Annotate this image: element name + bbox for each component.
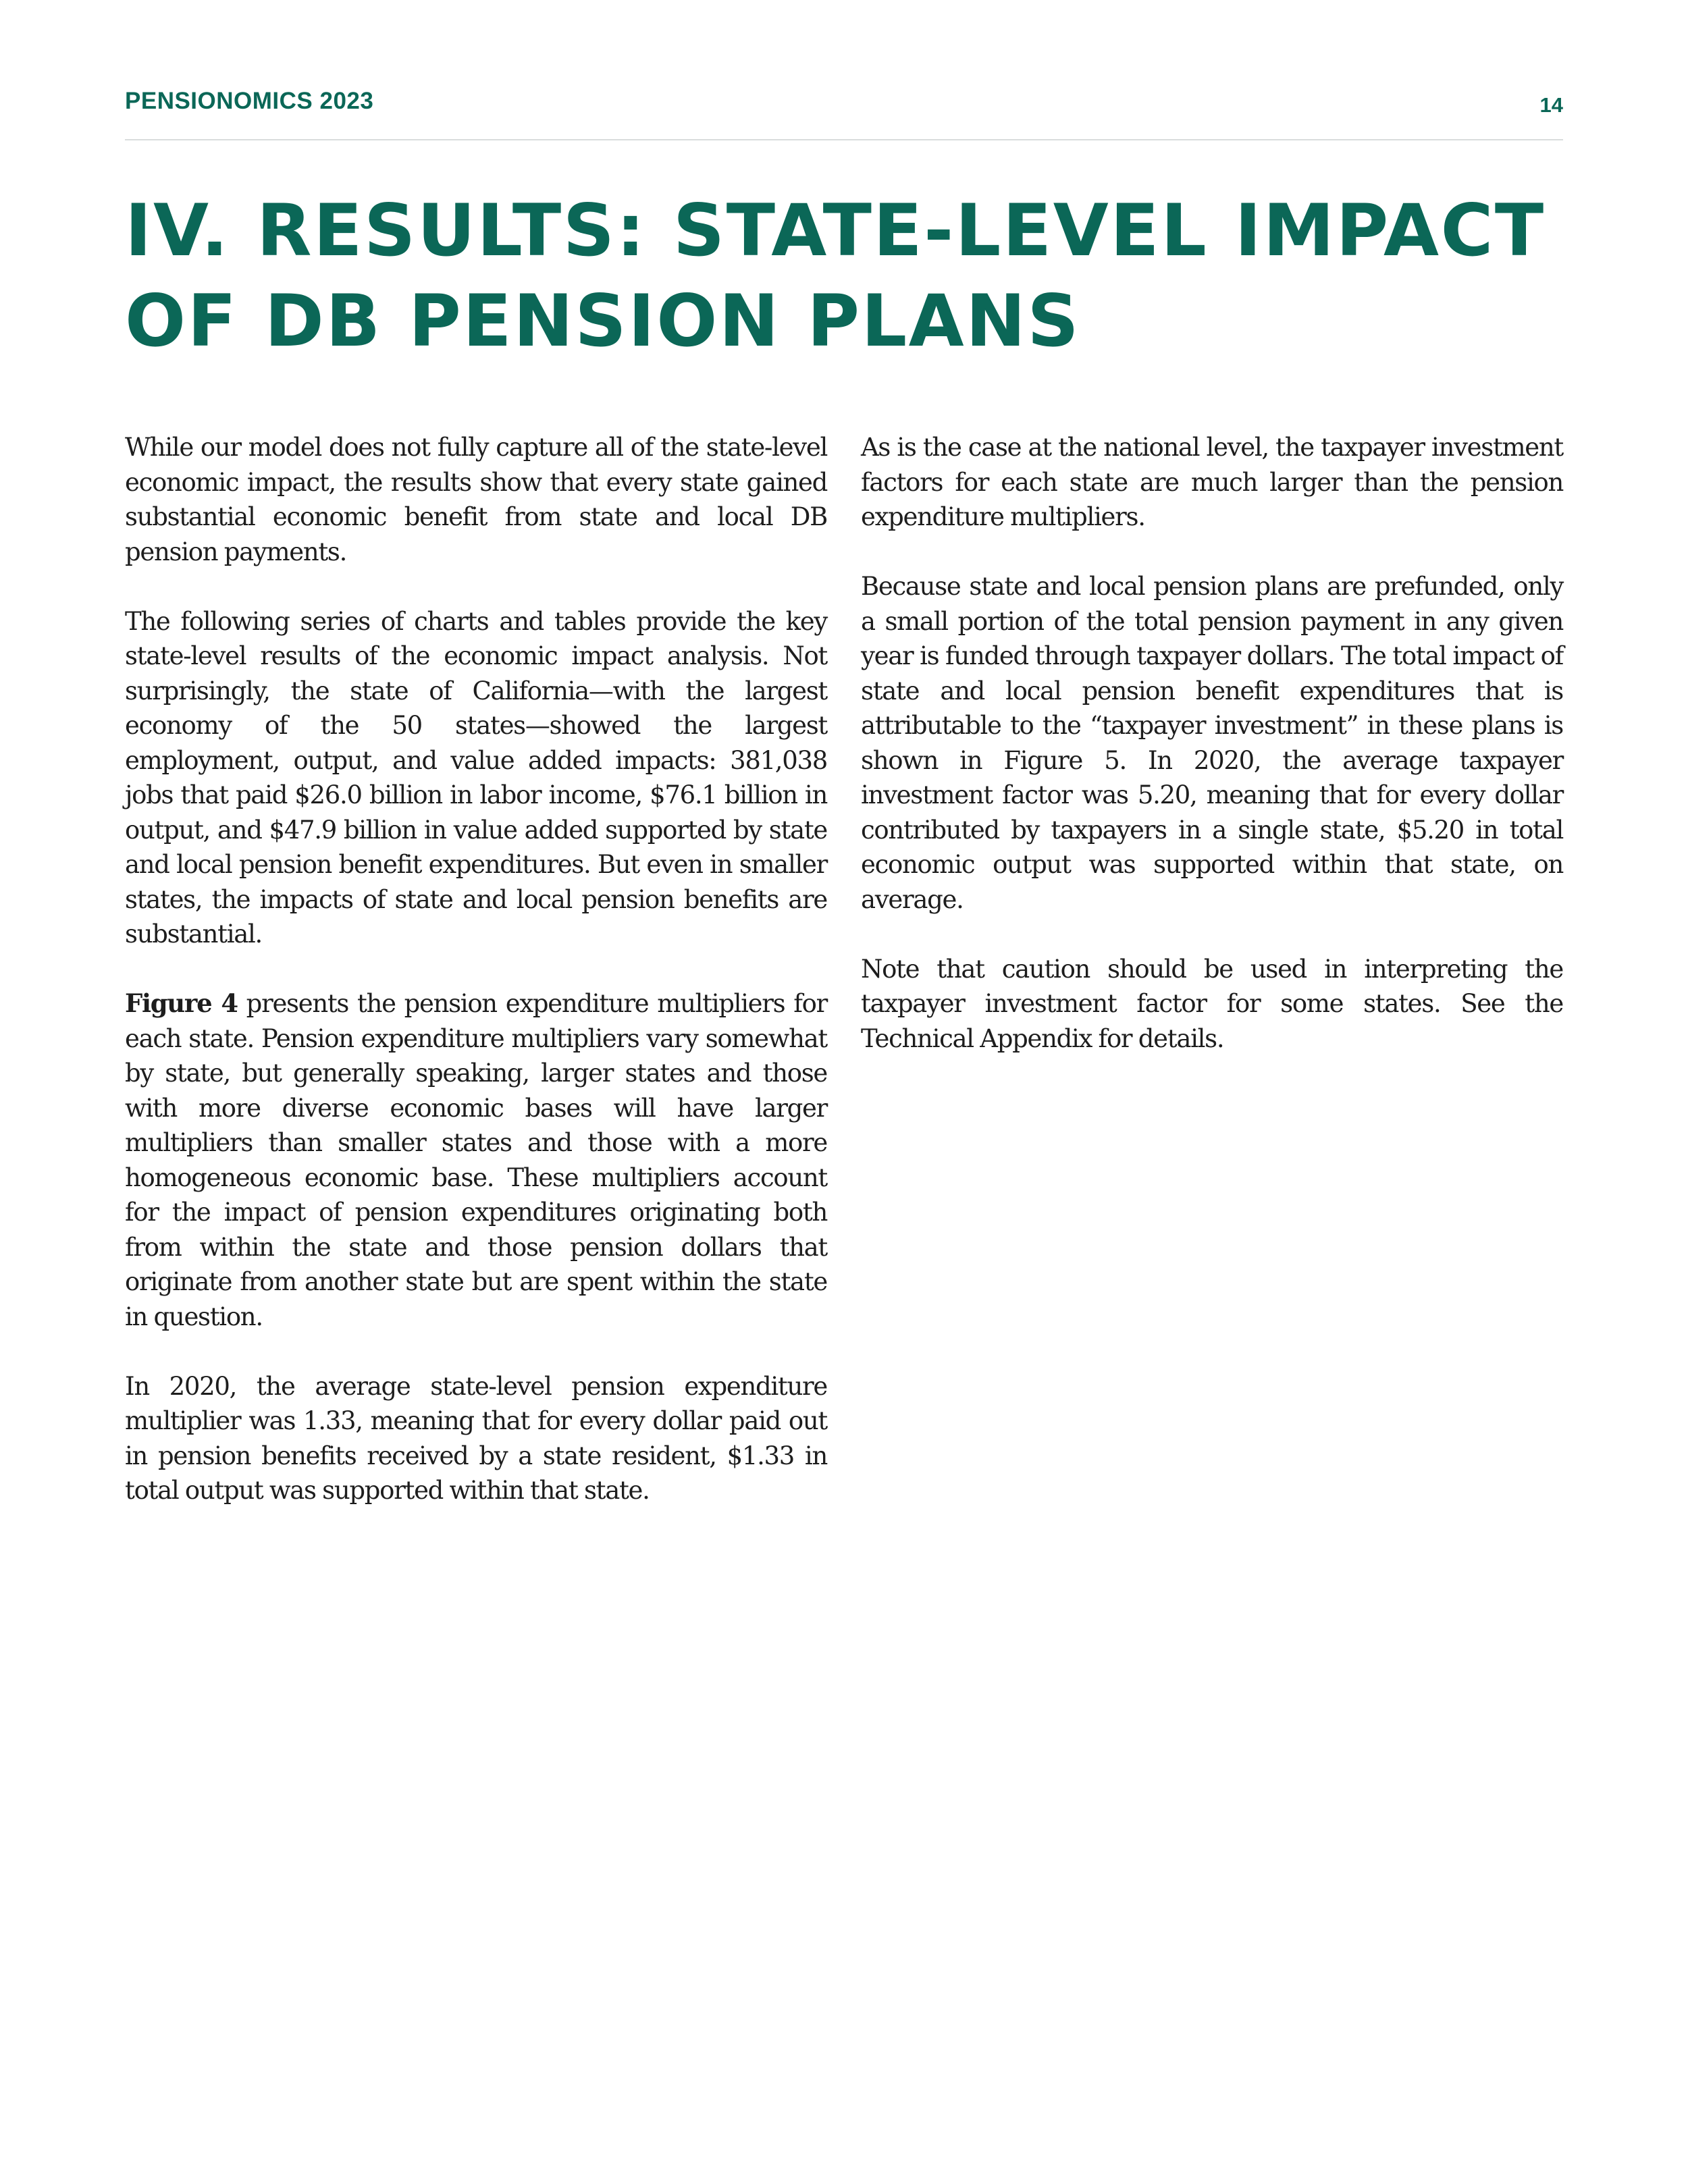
left-paragraph-3-text: presents the pension expenditure multipliers for each state. Pension expenditure multipliers vary somewhat by state, but generally speaking, larger states and those with more diverse economic bases will have larger multipliers than smaller states and those with a more homogeneous economic base. These multipliers account for the impact of pension expenditures originating both from within the state and those pension dollars that originate from another state but are spent within the state in question.: [125, 989, 827, 1331]
left-paragraph-1: While our model does not fully capture all of the state-level economic impact, the results show that every state gained substantial economic benefit from state and local DB pension payments.: [125, 433, 827, 566]
running-title: PENSIONOMICS 2023: [125, 88, 374, 114]
right-column: [861, 430, 1563, 1056]
right-paragraph-1: As is the case at the national level, the taxpayer investment factors for each state are much larger than the pension expenditure multipliers.: [861, 433, 1563, 531]
header-divider: [125, 139, 1563, 140]
right-paragraph-2: Because state and local pension plans are prefunded, only a small portion of the total pension payment in any given year is funded through taxpayer dollars. The total impact of state and local pension benefit expenditures that is attributable to the “taxpayer investment” in these plans is shown in Figure 5. In 2020, the average taxpayer investment factor was 5.20, meaning that for every dollar contributed by taxpayers in a single state, $5.20 in total economic output was supported within that state, on average.: [861, 572, 1563, 914]
section-title-line-1: IV. RESULTS: STATE-LEVEL IMPACT: [125, 189, 1546, 272]
left-paragraph-2: The following series of charts and tables provide the key state-level results of the economic impact analysis. Not surprisingly, the state of California—with the largest economy of the 50 states—showed the largest employment, output, and value added impacts: 381,038 jobs that paid $26.0 billion in labor income, $76.1 billion in output, and $47.9 billion in value added supported by state and local pension benefit expenditures. But even in smaller states, the impacts of state and local pension benefits are substantial.: [125, 606, 827, 949]
figure-reference: Figure 4: [125, 988, 238, 1018]
section-title-line-2: OF DB PENSION PLANS: [125, 279, 1081, 363]
left-column: [125, 430, 827, 1508]
left-paragraph-4: In 2020, the average state-level pension expenditure multiplier was 1.33, meaning that for every dollar paid out in pension benefits received by a state resident, $1.33 in total output was supported within that state.: [125, 1371, 827, 1505]
right-paragraph-3: Note that caution should be used in interpreting the taxpayer investment factor for some states. See the Technical Appendix for details.: [861, 954, 1563, 1053]
section-title: [125, 186, 1570, 367]
page-number: 14: [1539, 93, 1563, 117]
left-paragraph-3: [125, 986, 827, 1334]
